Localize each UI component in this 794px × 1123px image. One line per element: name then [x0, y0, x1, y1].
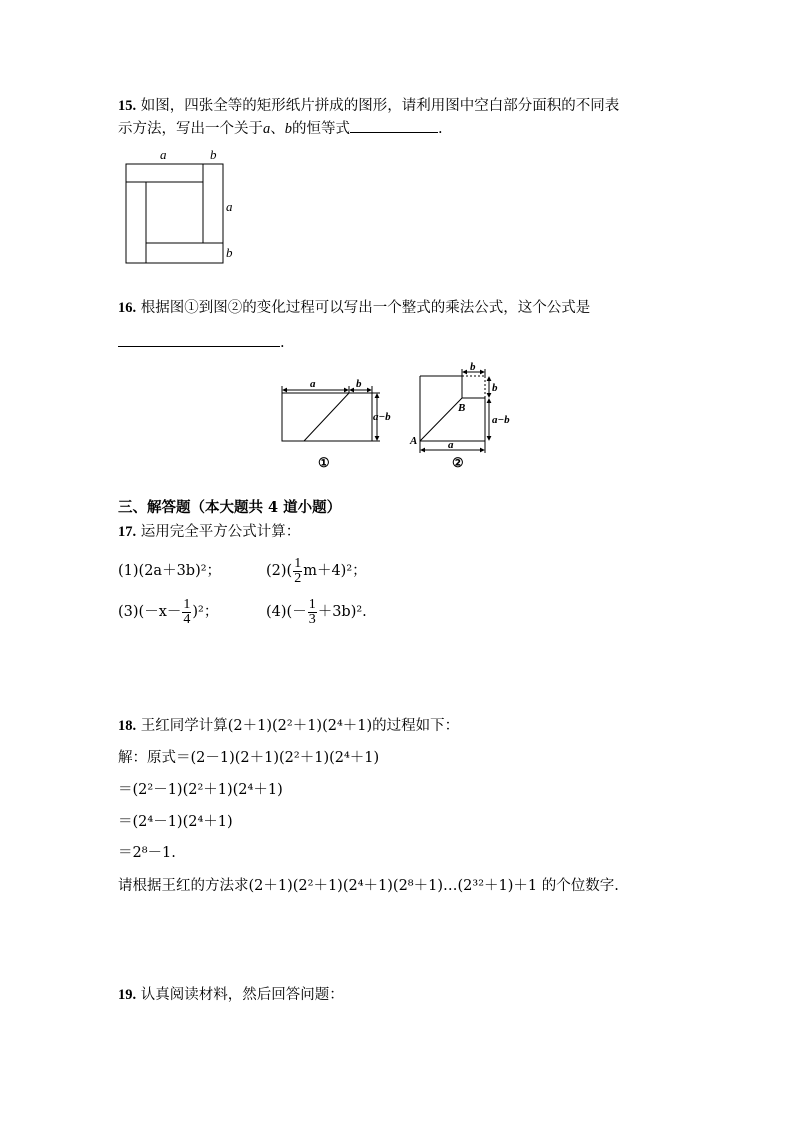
q16-fig2-caption: ② [452, 455, 464, 470]
q15-rect-top [126, 164, 203, 182]
q18-step2: ＝(2²－1)(2²＋1)(2⁴＋1) [118, 782, 283, 798]
q15-text-2b: 的恒等式 [292, 121, 350, 137]
q17-item2-frac [293, 557, 302, 586]
q16-fig2-label-b-right: b [492, 382, 498, 394]
q15-rect-bottom [146, 243, 223, 263]
q17-item1: (1)(2a＋3b)²； [118, 563, 222, 579]
q17-text: 运用完全平方公式计算： [140, 524, 301, 540]
q16-fig2 [409, 361, 510, 470]
q17-item4-den: 3 [308, 611, 316, 627]
q16-fig1-caption: ① [318, 455, 330, 470]
q18-question: 请根据王红的方法求(2＋1)(2²＋1)(2⁴＋1)(2⁸＋1)…(2³²＋1)＋1 的个位数字. [118, 878, 619, 894]
q16-fig2-label-A: A [410, 435, 418, 447]
q18-step3: ＝(2⁴－1)(2⁴＋1) [118, 814, 233, 830]
q15-answer-blank[interactable] [350, 118, 438, 133]
q15-line2 [118, 118, 443, 139]
q17-item4-post: ＋3b)². [317, 604, 367, 620]
q16-fig1-diagonal [304, 393, 349, 441]
q19-line1 [118, 985, 344, 1005]
q16-fig1 [282, 378, 391, 470]
q15-text-2a: 示方法，写出一个关于 [118, 121, 263, 137]
q15-rect-left [126, 182, 146, 263]
q15-label-top-a: a [160, 147, 167, 162]
q18-step1: 解：原式＝(2－1)(2＋1)(2²＋1)(2⁴＋1) [118, 750, 380, 766]
q15-number: 15. [118, 98, 137, 114]
q19-number: 19. [118, 987, 137, 1003]
q15-var-a: a [263, 121, 271, 137]
q16-answer-blank[interactable] [118, 332, 280, 347]
q18-text: 王红同学计算(2＋1)(2²＋1)(2⁴＋1)的过程如下： [140, 718, 460, 734]
q17-item4 [266, 588, 367, 636]
q17-item3 [118, 588, 218, 636]
q16-fig2-diagonal [420, 398, 462, 441]
q15-label-top-b: b [210, 147, 217, 162]
q16-fig1-label-b: b [356, 378, 362, 390]
q17-item3-num: 1 [183, 596, 191, 612]
q15-outer-square [126, 164, 223, 263]
q15-label-right-a: a [226, 199, 233, 214]
q18-number: 18. [118, 718, 137, 734]
q15-label-right-b: b [226, 245, 233, 260]
q16-fig2-label-b-top: b [470, 361, 476, 373]
q16-fig1-label-amb: a−b [373, 411, 391, 423]
q19-text: 认真阅读材料，然后回答问题： [140, 987, 344, 1003]
q17-item2-num: 1 [294, 555, 302, 571]
q17-item2-pre: (2)( [266, 563, 293, 579]
q16-fig2-label-a: a [448, 439, 454, 451]
q15-line1 [118, 96, 619, 116]
q16-fig2-label-amb: a−b [492, 414, 510, 426]
q17-item4-frac [308, 598, 317, 627]
q16-line2 [118, 332, 285, 353]
q16-fig1-label-a: a [310, 378, 316, 390]
q17-item2-post: m＋4)²； [303, 563, 367, 579]
q15-end: . [438, 121, 443, 137]
q16-figures [270, 360, 530, 475]
q15-rect-right [203, 164, 223, 243]
q17-item3-den: 4 [183, 611, 191, 627]
q15-figure [118, 145, 248, 270]
q16-line1 [118, 298, 590, 318]
q18-step4: ＝2⁸－1. [118, 845, 176, 861]
q17-item4-num: 1 [308, 596, 316, 612]
section3-title: 三、解答题（本大题共 4 道小题） [118, 499, 342, 516]
q16-fig2-label-B: B [458, 402, 466, 414]
q17-line1 [118, 522, 300, 542]
q18-line-intro [118, 716, 459, 736]
q17-item2-den: 2 [294, 570, 302, 586]
q17-item4-pre: (4)(－ [266, 604, 307, 620]
q16-number: 16. [118, 300, 137, 316]
q17-number: 17. [118, 524, 137, 540]
q15-sep: 、 [270, 121, 285, 137]
q16-end: . [280, 335, 285, 351]
q15-var-b: b [284, 121, 292, 137]
q15-text-1: 如图，四张全等的矩形纸片拼成的图形，请利用图中空白部分面积的不同表 [140, 98, 620, 114]
q17-item3-frac [182, 598, 191, 627]
q16-text: 根据图①到图②的变化过程可以写出一个整式的乘法公式，这个公式是 [140, 300, 591, 316]
q17-item3-post: )²； [192, 604, 219, 620]
q17-item3-pre: (3)(－x－ [118, 604, 182, 620]
